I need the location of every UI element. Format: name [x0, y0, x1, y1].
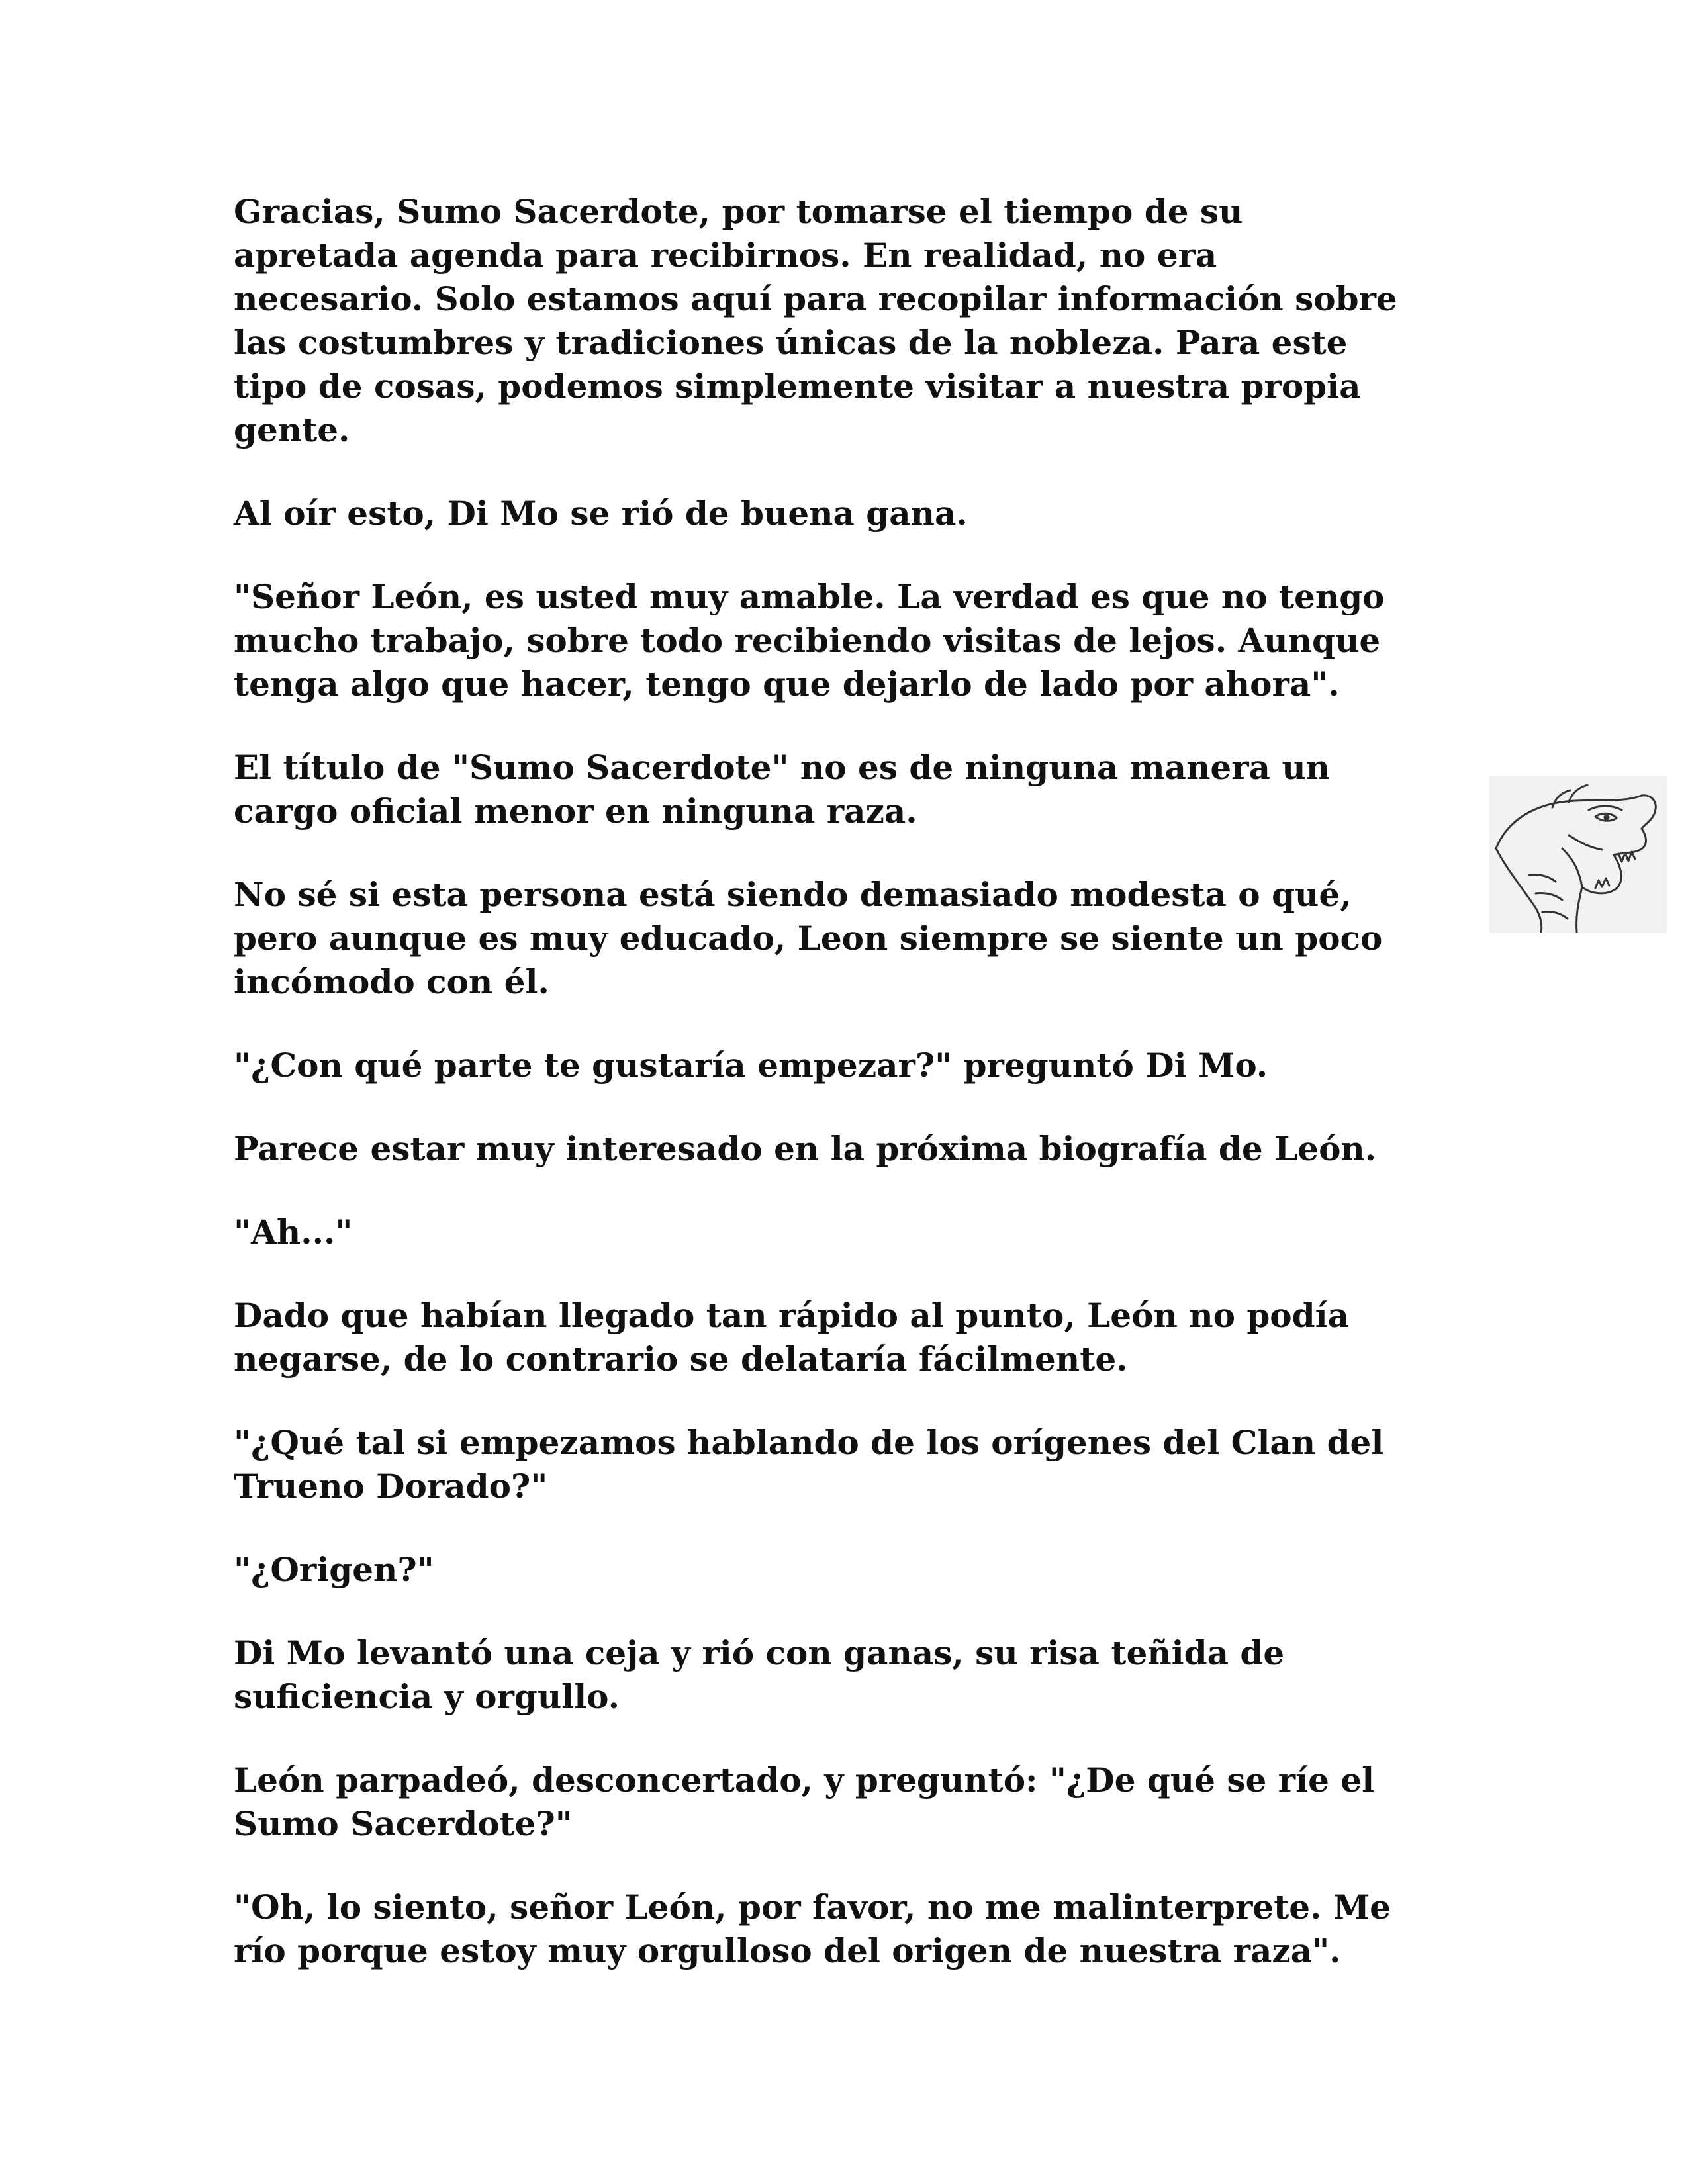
- paragraph: León parpadeó, desconcertado, y preguntó: "¿De qué se ríe el Sumo Sacerdote?": [234, 1760, 1375, 1843]
- paragraph: Gracias, Sumo Sacerdote, por tomarse el tiempo de su apretada agenda para recibirnos. En realidad, no era necesario. Solo estamos aquí para recopilar información sobre las costumbres y tradiciones únicas de la nobleza. Para este tipo de cosas, podemos simplemente visitar a nuestra propia gente.: [234, 192, 1397, 449]
- paragraph: Dado que habían llegado tan rápido al punto, León no podía negarse, de lo contrario se delataría fácilmente.: [234, 1296, 1349, 1379]
- paragraph: No sé si esta persona está siendo demasiado modesta o qué, pero aunque es muy educado, Leon siempre se siente un poco incómodo con él.: [234, 875, 1383, 1001]
- dragon-head-sketch-icon: [1489, 776, 1667, 933]
- paragraph: Al oír esto, Di Mo se rió de buena gana.: [234, 494, 968, 533]
- paragraph: Di Mo levantó una ceja y rió con ganas, su risa teñida de suficiencia y orgullo.: [234, 1633, 1285, 1716]
- paragraph: El título de "Sumo Sacerdote" no es de ninguna manera un cargo oficial menor en ninguna raza.: [234, 748, 1331, 831]
- body-text: [234, 190, 1491, 2013]
- paragraph: "¿Origen?": [234, 1550, 434, 1589]
- paragraph: "¿Con qué parte te gustaría empezar?" preguntó Di Mo.: [234, 1046, 1268, 1085]
- paragraph: Parece estar muy interesado en la próxima biografía de León.: [234, 1129, 1377, 1168]
- paragraph: "Ah...": [234, 1212, 353, 1251]
- paragraph: "¿Qué tal si empezamos hablando de los orígenes del Clan del Trueno Dorado?": [234, 1423, 1384, 1506]
- paragraph: "Señor León, es usted muy amable. La verdad es que no tengo mucho trabajo, sobre todo recibiendo visitas de lejos. Aunque tenga algo que hacer, tengo que dejarlo de lado por ahora".: [234, 577, 1385, 704]
- paragraph: "Oh, lo siento, señor León, por favor, no me malinterprete. Me río porque estoy muy orgulloso del origen de nuestra raza".: [234, 1888, 1391, 1970]
